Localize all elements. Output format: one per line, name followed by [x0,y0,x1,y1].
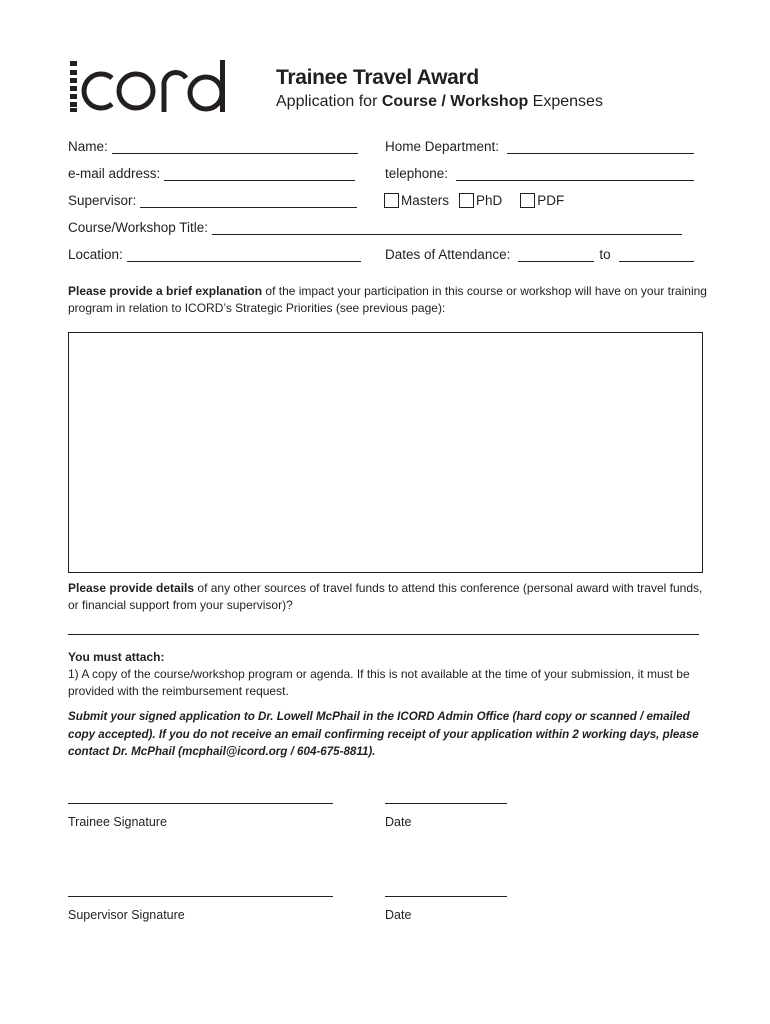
masters-checkbox[interactable] [384,193,399,208]
home-department-input-line[interactable] [507,141,694,154]
supervisor-signature-label: Supervisor Signature [68,908,185,922]
trainee-date-line[interactable] [385,803,507,804]
email-input-line[interactable] [164,168,355,181]
dates-label: Dates of Attendance: [385,247,511,262]
telephone-field [385,166,694,181]
course-title-label: Course/Workshop Title: [68,220,209,235]
attach-item-1: 1) A copy of the course/workshop program or agenda. If this is not available at the time of your submission, it must be provided with the reimbursement request. [68,667,690,698]
phd-checkbox[interactable] [459,193,474,208]
home-department-field [385,139,694,154]
explanation-text: of the impact your participation in this course or workshop will have on your training program in relation to ICORD’s Strategic Priorities (see previous page): [68,284,707,315]
attach-section [68,649,708,700]
date-from-input-line[interactable] [518,249,594,262]
location-label: Location: [68,247,123,262]
supervisor-date-line[interactable] [385,896,507,897]
dates-to-label: to [599,247,611,262]
supervisor-field [68,193,357,208]
phd-label: PhD [476,193,503,208]
subtitle-bold: Course / Workshop [381,93,529,110]
degree-options [384,193,574,208]
details-text: of any other sources of travel funds to attend this conference (personal award with travel funds, or financial support from your supervisor)? [68,581,703,612]
pdf-checkbox[interactable] [520,193,535,208]
submit-note: Submit your signed application to Dr. Lowell McPhail in the ICORD Admin Office (hard copy or scanned / emailed copy accepted). If you do not receive an email confirming receipt of your application within 2 working days, please contact Dr. McPhail (mcphail@icord.org / 604-675-8811). [68,710,699,758]
date-to-input-line[interactable] [619,249,694,262]
subtitle-prefix: Application for [276,93,382,110]
supervisor-input-line[interactable] [140,195,357,208]
form-title: Trainee Travel Award [276,66,479,89]
icord-logo [68,58,266,114]
subtitle-suffix: Expenses [528,93,603,110]
pdf-label: PDF [537,193,565,208]
telephone-input-line[interactable] [456,168,694,181]
masters-label: Masters [401,193,450,208]
location-input-line[interactable] [127,249,361,262]
telephone-label: telephone: [385,166,449,181]
explanation-prompt [68,283,708,317]
dates-field [385,247,694,262]
trainee-date-label: Date [385,815,412,829]
supervisor-signature-line[interactable] [68,896,333,897]
trainee-signature-label: Trainee Signature [68,815,167,829]
icord-logo-graphic [68,58,266,114]
location-field [68,247,361,262]
explanation-bold: Please provide a brief explanation [68,284,263,298]
attach-heading: You must attach: [68,650,165,664]
details-prompt [68,580,708,614]
explanation-textbox[interactable] [68,332,703,573]
course-title-input-line[interactable] [212,222,682,235]
name-field [68,139,358,154]
form-subtitle [276,93,603,111]
supervisor-label: Supervisor: [68,193,137,208]
name-input-line[interactable] [112,141,358,154]
supervisor-date-label: Date [385,908,412,922]
name-label: Name: [68,139,108,154]
home-department-label: Home Department: [385,139,500,154]
details-input-line[interactable] [68,634,699,635]
email-field [68,166,355,181]
trainee-signature-line[interactable] [68,803,333,804]
details-bold: Please provide details [68,581,195,595]
email-label: e-mail address: [68,166,161,181]
course-title-field [68,220,682,235]
